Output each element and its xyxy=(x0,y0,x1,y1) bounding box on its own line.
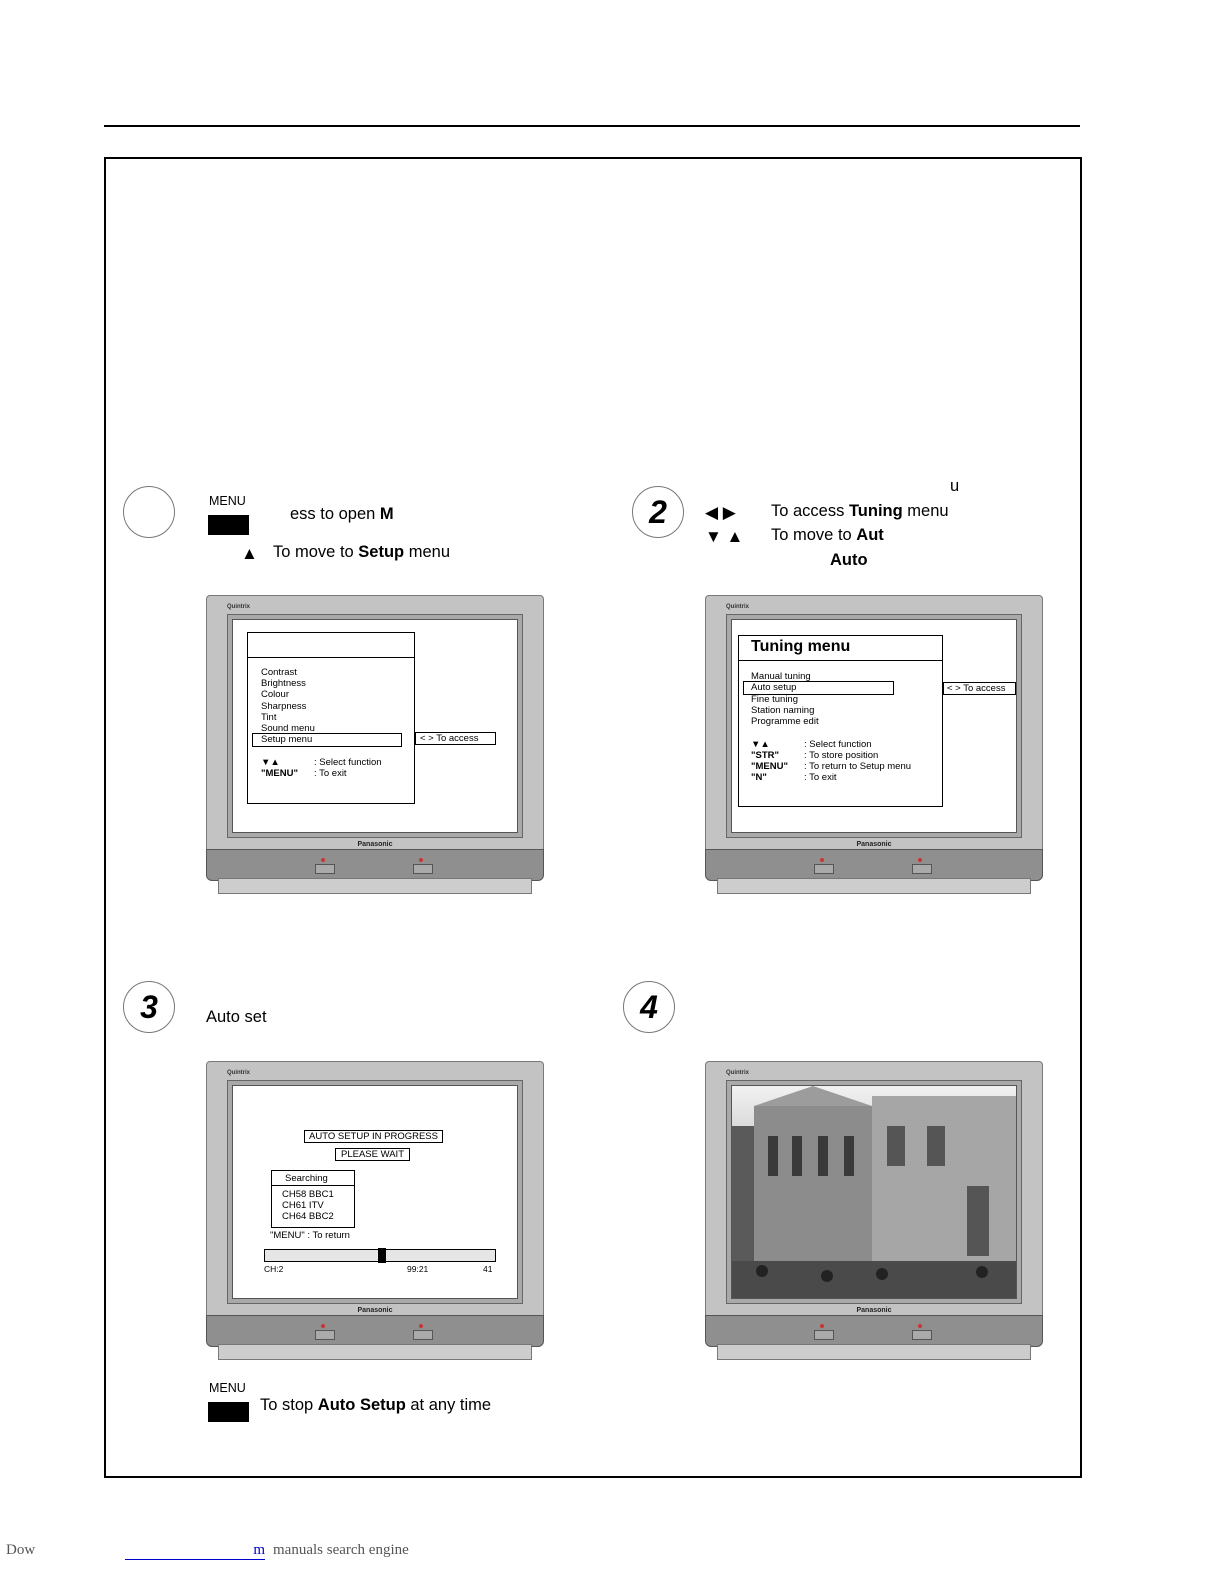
menu-item[interactable]: Brightness xyxy=(261,678,306,689)
key-hint: "N" xyxy=(751,772,767,783)
channel-item: CH64 BBC2 xyxy=(282,1211,334,1222)
tv-tuning-menu: Quintrix Tuning menu Manual tuning Auto setup Fine tuning Station naming Programme edit ▼▲ : Select function "STR" : To store position "MENU" : To return to Setup menu "N" : To exit < > To access Panasonic xyxy=(705,595,1043,895)
channel-item: CH61 ITV xyxy=(282,1200,324,1211)
tv-screen xyxy=(232,619,518,833)
key-desc: : To exit xyxy=(314,768,347,779)
stop-instruction: To stop Auto Setup at any time xyxy=(260,1396,492,1414)
menu-item[interactable]: Sound menu xyxy=(261,723,315,734)
key-hint: "MENU" xyxy=(261,768,298,779)
frequency: 99:21 xyxy=(407,1264,429,1274)
step-3-circle: 3 xyxy=(123,981,175,1033)
down-up-arrow-icon: ▼ ▲ xyxy=(705,527,744,546)
channel-number: CH:2 xyxy=(264,1264,284,1274)
tuning-menu-title: Tuning menu xyxy=(751,638,851,655)
menu-button-2[interactable] xyxy=(208,1402,249,1422)
menu-item-selected[interactable]: Auto setup xyxy=(751,682,797,693)
step-2-line-1: To access Tuning menu xyxy=(771,502,949,520)
searching-box xyxy=(271,1170,355,1228)
please-wait: PLEASE WAIT xyxy=(335,1148,410,1161)
step-4-circle: 4 xyxy=(623,981,675,1033)
menu-item[interactable]: Manual tuning xyxy=(751,671,811,682)
key-desc: : To store position xyxy=(804,750,879,761)
left-right-arrow-icon: ◀ ▶ xyxy=(705,503,736,522)
tv-base xyxy=(206,849,544,881)
menu-item[interactable]: Colour xyxy=(261,689,289,700)
access-hint: < > To access xyxy=(943,682,1016,695)
main-menu-panel xyxy=(247,632,415,804)
access-hint: < > To access xyxy=(415,732,496,745)
tuning-menu-panel xyxy=(738,635,943,807)
progress-thumb xyxy=(378,1248,386,1263)
step-1-circle xyxy=(123,486,175,538)
tv-logo: Panasonic xyxy=(357,841,393,848)
step-1-line-2: To move to Setup menu xyxy=(273,543,450,561)
menu-button[interactable] xyxy=(208,515,249,535)
step-1-line-1: ess to open M xyxy=(290,505,394,523)
progress-bar xyxy=(264,1249,496,1262)
up-arrow-icon: ▲ xyxy=(241,544,258,563)
tv-picture: Quintrix Panasonic xyxy=(705,1061,1043,1361)
tv-setup-menu xyxy=(206,595,544,895)
footer-link[interactable]: m xyxy=(125,1542,265,1560)
key-hint: "STR" xyxy=(751,750,780,761)
return-hint: "MENU" : To return xyxy=(270,1230,350,1241)
step-2-line-2: To move to Aut xyxy=(771,526,884,544)
menu-button-label-2: MENU xyxy=(209,1381,246,1395)
menu-button-label: MENU xyxy=(209,494,246,508)
key-desc: : To exit xyxy=(804,772,837,783)
searching-label: Searching xyxy=(285,1173,328,1184)
footer-right: manuals search engine xyxy=(273,1542,409,1558)
building-illustration xyxy=(732,1086,1016,1298)
step-3-text: Auto set xyxy=(206,1008,267,1026)
channel-item: CH58 BBC1 xyxy=(282,1189,334,1200)
tv-photo-screen xyxy=(731,1085,1017,1299)
tv-auto-setup: Quintrix AUTO SETUP IN PROGRESS PLEASE WAIT Searching CH58 BBC1 CH61 ITV CH64 BBC2 "MENU" : To return CH:2 99:21 41 Panasonic xyxy=(206,1061,544,1361)
menu-item[interactable]: Contrast xyxy=(261,667,297,678)
menu-item[interactable]: Tint xyxy=(261,712,277,723)
key-desc: : Select function xyxy=(804,739,872,750)
key-hint: ▼▲ xyxy=(751,739,770,750)
key-hint: "MENU" xyxy=(751,761,788,772)
menu-item-selected[interactable]: Setup menu xyxy=(261,734,313,745)
header-rule xyxy=(104,125,1080,127)
menu-item[interactable]: Programme edit xyxy=(751,716,819,727)
tv-brand: Quintrix xyxy=(227,604,251,610)
key-hint: ▼▲ xyxy=(261,757,280,768)
step-2-circle: 2 xyxy=(632,486,684,538)
menu-item[interactable]: Station naming xyxy=(751,705,815,716)
menu-item[interactable]: Fine tuning xyxy=(751,694,799,705)
footer-left: Dow xyxy=(6,1542,36,1558)
progress-title: AUTO SETUP IN PROGRESS xyxy=(304,1130,443,1143)
key-desc: : Select function xyxy=(314,757,382,768)
menu-item[interactable]: Sharpness xyxy=(261,701,307,712)
stray-text: u xyxy=(950,477,960,495)
channel-end: 41 xyxy=(483,1264,493,1274)
step-2-line-3: Auto xyxy=(830,551,868,569)
key-desc: : To return to Setup menu xyxy=(804,761,912,772)
